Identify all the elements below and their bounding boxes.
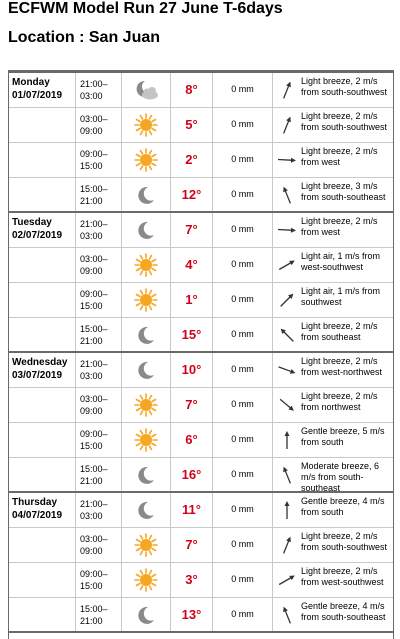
precipitation-value: 0 mm — [231, 574, 254, 584]
temperature-value: 5° — [185, 117, 198, 132]
wind-cell — [272, 108, 393, 142]
time-start: 21:00– — [80, 499, 108, 509]
forecast-row — [9, 388, 393, 423]
time-start: 03:00– — [80, 394, 108, 404]
wind-description: Gentle breeze, 4 m/s from south — [301, 496, 385, 517]
day-date: 04/07/2019 — [12, 510, 63, 521]
day-cell — [9, 213, 75, 247]
time-cell — [75, 388, 121, 422]
time-cell — [75, 458, 121, 491]
time-end: 03:00 — [80, 511, 103, 521]
forecast-row — [9, 178, 393, 213]
precipitation-cell — [212, 318, 272, 351]
precipitation-cell — [212, 178, 272, 211]
day-cell — [9, 598, 75, 631]
precipitation-cell — [212, 108, 272, 142]
time-cell — [75, 108, 121, 142]
time-cell — [75, 73, 121, 107]
sun-icon — [134, 148, 158, 177]
wind-cell — [272, 528, 393, 562]
wind-description: Moderate breeze, 6 m/s from south-southeast — [301, 461, 380, 493]
page-title: ECFWM Model Run 27 June T-6days — [8, 0, 283, 17]
time-cell — [75, 143, 121, 177]
time-end: 09:00 — [80, 406, 103, 416]
precipitation-cell — [212, 73, 272, 107]
precipitation-cell — [212, 528, 272, 562]
precipitation-value: 0 mm — [231, 434, 254, 444]
wind-description: Light breeze, 2 m/s from southeast — [301, 321, 378, 342]
temperature-value: 2° — [185, 152, 198, 167]
wind-description: Light breeze, 2 m/s from south-southwest — [301, 111, 388, 132]
day-cell — [9, 318, 75, 351]
time-cell — [75, 353, 121, 387]
precipitation-cell — [212, 493, 272, 527]
wind-arrow-icon — [275, 150, 299, 175]
time-start: 15:00– — [80, 324, 108, 334]
wind-cell — [272, 458, 393, 491]
wind-description: Light breeze, 2 m/s from west — [301, 146, 378, 167]
wind-cell — [272, 388, 393, 422]
temperature-value: 16° — [181, 467, 202, 482]
wind-description: Light breeze, 2 m/s from west — [301, 216, 378, 237]
wind-cell — [272, 598, 393, 631]
day-cell — [9, 178, 75, 211]
forecast-row — [9, 73, 393, 108]
time-start: 21:00– — [80, 219, 108, 229]
wind-arrow-icon — [275, 185, 299, 210]
day-date: 01/07/2019 — [12, 90, 63, 101]
temperature-cell — [170, 248, 212, 282]
temperature-value: 3° — [185, 572, 198, 587]
wind-arrow-icon — [275, 115, 299, 140]
moon-icon — [134, 358, 158, 387]
moon-cloud-icon — [134, 78, 160, 107]
temperature-value: 7° — [185, 222, 198, 237]
forecast-row — [9, 493, 393, 528]
forecast-row — [9, 423, 393, 458]
wind-description: Light breeze, 2 m/s from south-southwest — [301, 76, 388, 97]
weather-cell — [121, 318, 170, 351]
time-end: 15:00 — [80, 301, 103, 311]
wind-description: Light air, 1 m/s from west-southwest — [301, 251, 381, 272]
time-cell — [75, 248, 121, 282]
weather-cell — [121, 423, 170, 457]
wind-description: Light breeze, 2 m/s from west-southwest — [301, 566, 384, 587]
day-name: Tuesday — [12, 217, 52, 228]
wind-arrow-icon — [275, 430, 299, 455]
weather-cell — [121, 493, 170, 527]
temperature-value: 12° — [181, 187, 202, 202]
wind-arrow-icon — [275, 290, 299, 315]
wind-arrow-icon — [275, 325, 299, 350]
precipitation-value: 0 mm — [231, 84, 254, 94]
sun-icon — [134, 393, 158, 422]
temperature-value: 10° — [181, 362, 202, 377]
day-cell — [9, 248, 75, 282]
temperature-cell — [170, 143, 212, 177]
time-cell — [75, 213, 121, 247]
sun-icon — [134, 568, 158, 597]
precipitation-value: 0 mm — [231, 294, 254, 304]
sun-icon — [134, 288, 158, 317]
precipitation-value: 0 mm — [231, 259, 254, 269]
weather-cell — [121, 213, 170, 247]
temperature-cell — [170, 388, 212, 422]
weather-cell — [121, 283, 170, 317]
temperature-value: 15° — [181, 327, 202, 342]
time-cell — [75, 178, 121, 211]
temperature-cell — [170, 318, 212, 351]
day-cell — [9, 528, 75, 562]
temperature-value: 7° — [185, 397, 198, 412]
time-start: 21:00– — [80, 359, 108, 369]
precipitation-value: 0 mm — [231, 609, 254, 619]
temperature-value: 13° — [181, 607, 202, 622]
wind-arrow-icon — [275, 220, 299, 245]
sun-icon — [134, 113, 158, 142]
day-cell — [9, 423, 75, 457]
wind-arrow-icon — [275, 535, 299, 560]
weather-cell — [121, 108, 170, 142]
time-end: 21:00 — [80, 616, 103, 626]
precipitation-value: 0 mm — [231, 329, 254, 339]
wind-description: Light breeze, 2 m/s from west-northwest — [301, 356, 383, 377]
precipitation-value: 0 mm — [231, 364, 254, 374]
time-cell — [75, 563, 121, 597]
time-start: 03:00– — [80, 254, 108, 264]
wind-arrow-icon — [275, 360, 299, 385]
forecast-row — [9, 528, 393, 563]
time-cell — [75, 423, 121, 457]
time-start: 09:00– — [80, 429, 108, 439]
day-cell — [9, 353, 75, 387]
time-end: 09:00 — [80, 546, 103, 556]
temperature-cell — [170, 73, 212, 107]
precipitation-cell — [212, 283, 272, 317]
temperature-cell — [170, 458, 212, 491]
forecast-row — [9, 563, 393, 598]
time-start: 21:00– — [80, 79, 108, 89]
wind-cell — [272, 283, 393, 317]
day-name: Monday — [12, 77, 50, 88]
time-start: 09:00– — [80, 569, 108, 579]
wind-description: Gentle breeze, 4 m/s from south-southeast — [301, 601, 386, 622]
time-cell — [75, 318, 121, 351]
temperature-cell — [170, 493, 212, 527]
day-cell — [9, 563, 75, 597]
wind-arrow-icon — [275, 255, 299, 280]
time-end: 15:00 — [80, 441, 103, 451]
temperature-value: 11° — [182, 502, 201, 517]
temperature-cell — [170, 178, 212, 211]
time-cell — [75, 493, 121, 527]
weather-cell — [121, 563, 170, 597]
weather-cell — [121, 528, 170, 562]
time-cell — [75, 598, 121, 631]
wind-description: Gentle breeze, 5 m/s from south — [301, 426, 385, 447]
weather-cell — [121, 178, 170, 211]
weather-cell — [121, 353, 170, 387]
wind-description: Light breeze, 2 m/s from south-southwest — [301, 531, 388, 552]
time-end: 03:00 — [80, 91, 103, 101]
time-end: 03:00 — [80, 371, 103, 381]
time-end: 21:00 — [80, 336, 103, 346]
wind-cell — [272, 73, 393, 107]
forecast-row — [9, 318, 393, 353]
time-start: 03:00– — [80, 114, 108, 124]
temperature-value: 4° — [185, 257, 198, 272]
time-cell — [75, 283, 121, 317]
moon-icon — [134, 463, 158, 492]
temperature-value: 1° — [185, 292, 198, 307]
temperature-value: 7° — [185, 537, 198, 552]
wind-description: Light breeze, 3 m/s from south-southeast — [301, 181, 386, 202]
forecast-row — [9, 213, 393, 248]
precipitation-value: 0 mm — [231, 504, 254, 514]
temperature-cell — [170, 563, 212, 597]
forecast-row — [9, 143, 393, 178]
weather-cell — [121, 458, 170, 491]
wind-arrow-icon — [275, 465, 299, 490]
time-end: 09:00 — [80, 126, 103, 136]
temperature-cell — [170, 283, 212, 317]
time-start: 03:00– — [80, 534, 108, 544]
precipitation-value: 0 mm — [231, 399, 254, 409]
time-end: 15:00 — [80, 161, 103, 171]
time-cell — [75, 528, 121, 562]
forecast-row — [9, 248, 393, 283]
weather-cell — [121, 388, 170, 422]
time-start: 15:00– — [80, 184, 108, 194]
day-name: Wednesday — [12, 357, 68, 368]
precipitation-cell — [212, 423, 272, 457]
wind-arrow-icon — [275, 605, 299, 630]
moon-icon — [134, 183, 158, 212]
time-end: 09:00 — [80, 266, 103, 276]
wind-cell — [272, 318, 393, 351]
time-end: 03:00 — [80, 231, 103, 241]
precipitation-cell — [212, 248, 272, 282]
wind-arrow-icon — [275, 80, 299, 105]
moon-icon — [134, 603, 158, 632]
temperature-cell — [170, 353, 212, 387]
temperature-value: 6° — [185, 432, 198, 447]
location-label: Location : San Juan — [8, 29, 161, 46]
moon-icon — [134, 218, 158, 247]
precipitation-value: 0 mm — [231, 539, 254, 549]
temperature-cell — [170, 213, 212, 247]
time-start: 09:00– — [80, 149, 108, 159]
precipitation-cell — [212, 353, 272, 387]
day-date: 02/07/2019 — [12, 230, 63, 241]
precipitation-cell — [212, 213, 272, 247]
precipitation-cell — [212, 598, 272, 631]
wind-cell — [272, 353, 393, 387]
day-cell — [9, 493, 75, 527]
time-start: 15:00– — [80, 604, 108, 614]
wind-description: Light breeze, 2 m/s from northwest — [301, 391, 378, 412]
wind-cell — [272, 178, 393, 211]
weather-cell — [121, 248, 170, 282]
precipitation-value: 0 mm — [231, 469, 254, 479]
time-end: 21:00 — [80, 476, 103, 486]
time-end: 21:00 — [80, 196, 103, 206]
forecast-row — [9, 108, 393, 143]
forecast-table — [8, 70, 394, 639]
wind-cell — [272, 423, 393, 457]
wind-cell — [272, 563, 393, 597]
wind-arrow-icon — [275, 570, 299, 595]
forecast-row — [9, 458, 393, 493]
wind-arrow-icon — [275, 500, 299, 525]
weather-cell — [121, 598, 170, 631]
day-cell — [9, 143, 75, 177]
day-date: 03/07/2019 — [12, 370, 63, 381]
wind-cell — [272, 143, 393, 177]
weather-cell — [121, 73, 170, 107]
day-cell — [9, 458, 75, 491]
sun-icon — [134, 428, 158, 457]
wind-cell — [272, 213, 393, 247]
moon-icon — [134, 323, 158, 352]
precipitation-cell — [212, 143, 272, 177]
day-cell — [9, 108, 75, 142]
forecast-row — [9, 598, 393, 633]
time-start: 09:00– — [80, 289, 108, 299]
precipitation-value: 0 mm — [231, 189, 254, 199]
wind-cell — [272, 248, 393, 282]
time-end: 15:00 — [80, 581, 103, 591]
temperature-value: 8° — [185, 82, 198, 97]
day-name: Thursday — [12, 497, 58, 508]
precipitation-cell — [212, 458, 272, 491]
temperature-cell — [170, 423, 212, 457]
forecast-row — [9, 353, 393, 388]
temperature-cell — [170, 528, 212, 562]
moon-icon — [134, 498, 158, 527]
sun-icon — [134, 533, 158, 562]
wind-cell — [272, 493, 393, 527]
day-cell — [9, 283, 75, 317]
temperature-cell — [170, 598, 212, 631]
precipitation-value: 0 mm — [231, 224, 254, 234]
wind-arrow-icon — [275, 395, 299, 420]
temperature-cell — [170, 108, 212, 142]
forecast-row — [9, 283, 393, 318]
time-start: 15:00– — [80, 464, 108, 474]
precipitation-value: 0 mm — [231, 154, 254, 164]
sun-icon — [134, 253, 158, 282]
precipitation-cell — [212, 563, 272, 597]
day-cell — [9, 388, 75, 422]
day-cell — [9, 73, 75, 107]
wind-description: Light air, 1 m/s from southwest — [301, 286, 381, 307]
precipitation-cell — [212, 388, 272, 422]
weather-cell — [121, 143, 170, 177]
precipitation-value: 0 mm — [231, 119, 254, 129]
